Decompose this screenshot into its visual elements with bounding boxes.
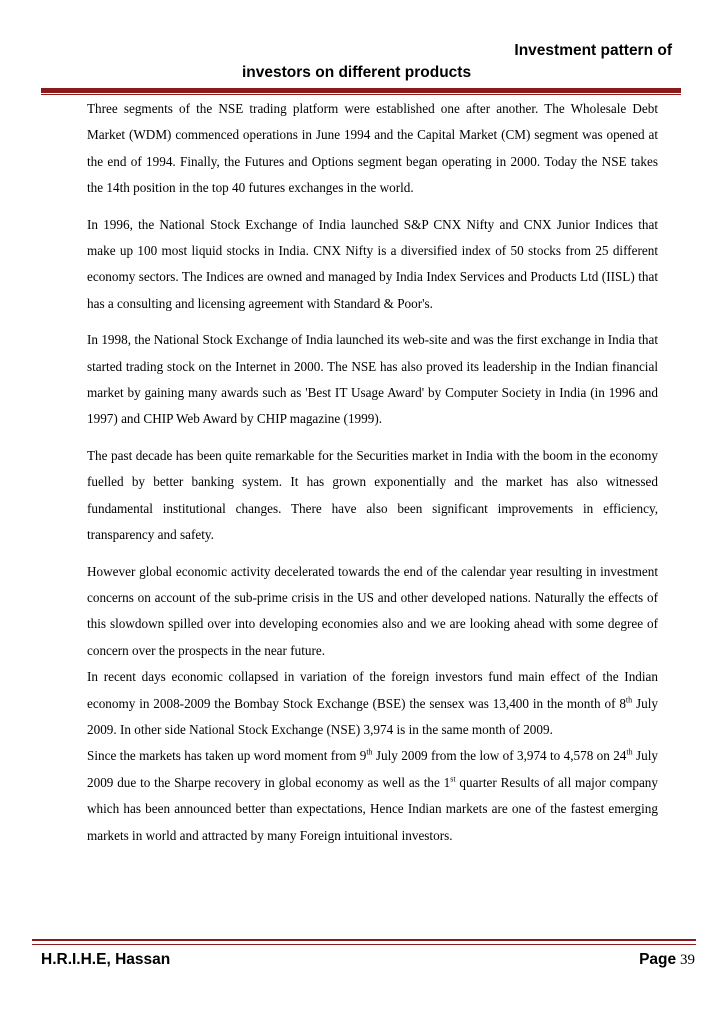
superscript: th [625, 695, 633, 705]
text-span: July 2009. In other side National Stock Exchange (NSE) 3,974 is in the same month of 2009. [87, 695, 658, 737]
paragraph-nse-website: In 1998, the National Stock Exchange of India launched its web-site and was the first exchange in India that started trading stock on the Internet in 2000. The NSE has also proved its leadership in the Indian financial market by gaining many awards such as 'Best IT Usage Award' by Computer Society in India (in 1996 and 1997) and CHIP Web Award by CHIP magazine (1999). [87, 332, 658, 427]
footer-page-number [639, 951, 695, 969]
footer-rule [32, 939, 696, 941]
paragraph-recent-collapse [87, 664, 658, 743]
header-rule-thin [41, 94, 681, 95]
paragraph-cnx-nifty: In 1996, the National Stock Exchange of India launched S&P CNX Nifty and CNX Junior Indices that make up 100 most liquid stocks in India. CNX Nifty is a diversified index of 50 stocks from 25 different economy sectors. The Indices are owned and managed by India Index Services and Products Ltd (IISL) that has a consulting and licensing agreement with Standard & Poor's. [87, 216, 658, 311]
page-header [0, 42, 728, 92]
page-label: Page [639, 951, 677, 968]
page-number: 39 [680, 952, 695, 968]
header-title-line2: investors on different products [242, 64, 472, 81]
superscript: st [450, 774, 456, 784]
text-span: July 2009 due to the Sharpe recovery in global economy as well as the 1 [87, 748, 658, 790]
superscript: th [626, 747, 633, 757]
paragraph-market-recovery [87, 743, 658, 849]
footer-rule-thin [32, 944, 696, 945]
footer-institution: H.R.I.H.E, Hassan [41, 951, 171, 968]
text-span: In recent days economic collapsed in variation of the foreign investors fund main effect of the Indian economy in 2008-2009 the Bombay Stock Exchange (BSE) the sensex was 13,400 in the month of 8 [87, 669, 658, 711]
superscript: th [366, 747, 373, 757]
paragraph-past-decade: The past decade has been quite remarkable for the Securities market in India with the boom in the economy fuelled by better banking system. It has grown exponentially and the market has also witnessed fundamental institutional changes. There have also been significant improvements in efficiency, transparency and safety. [87, 447, 658, 543]
text-span: July 2009 from the low of 3,974 to 4,578 on 24 [372, 748, 627, 764]
text-span: quarter Results of all major company which has been announced better than expectations, Hence Indian markets are one of the fastest emerging markets in world and attracted by many Foreign intuitional investors. [87, 774, 658, 843]
paragraph-global-slowdown: However global economic activity decelerated towards the end of the calendar year resulting in investment concerns on account of the sub-prime crisis in the US and other developed nations. Naturally the effects of this slowdown spilled over into developing economies also and we are looking ahead with some degree of concern over the prospects in the near future. [87, 563, 658, 658]
document-body [87, 96, 658, 849]
paragraph-nse-segments: Three segments of the NSE trading platform were established one after another. The Wholesale Debt Market (WDM) commenced operations in June 1994 and the Capital Market (CM) segment was opened at the end of 1994. Finally, the Futures and Options segment began operating in 2000. Today the NSE takes the 14th position in the top 40 futures exchanges in the world. [87, 101, 658, 196]
header-title-line1: Investment pattern of [514, 42, 672, 59]
header-rule [41, 88, 681, 93]
text-span: Since the markets has taken up word moment from 9 [87, 748, 367, 764]
